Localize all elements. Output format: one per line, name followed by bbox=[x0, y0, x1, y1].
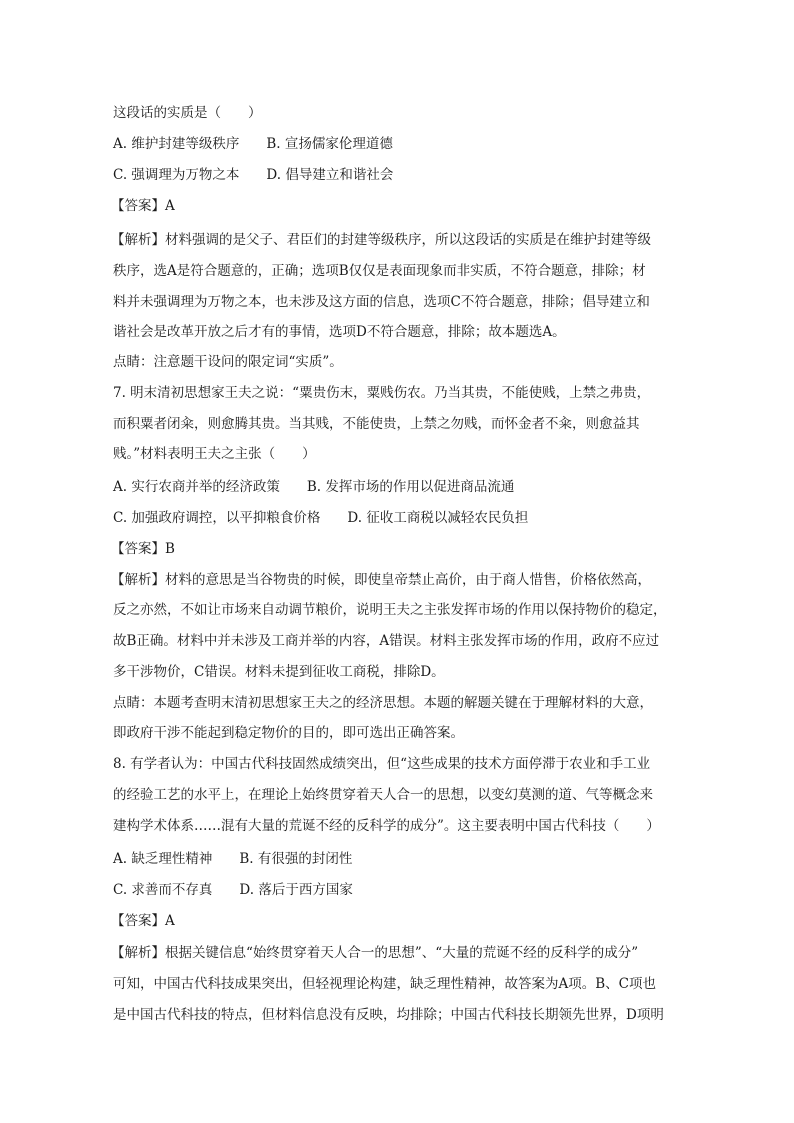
answer-label: 【答案】B bbox=[111, 541, 175, 557]
analysis-text: 【解析】材料强调的是父子、君臣们的封建等级秩序，所以这段话的实质是在维护封建等级 bbox=[111, 232, 651, 248]
options-cd: C. 求善而不存真 D. 落后于西方国家 bbox=[113, 882, 353, 898]
question-8-stem: 的经验工艺的水平上，在理论上始终贯穿着天人合一的思想，以变幻莫测的道、气等概念来 bbox=[113, 787, 653, 803]
analysis-text: 料并未强调理为万物之本，也未涉及这方面的信息，选项C不符合题意，排除；倡导建立和 bbox=[113, 294, 650, 310]
options-ab: A. 实行农商并举的经济政策 B. 发挥市场的作用以促进商品流通 bbox=[113, 479, 515, 495]
answer-label: 【答案】A bbox=[111, 913, 175, 929]
analysis-text: 故B正确。材料中并未涉及工商并举的内容，A错误。材料主张发挥市场的作用，政府不应过 bbox=[113, 633, 660, 649]
note-text: 点睛：本题考查明末清初思想家王夫之的经济思想。本题的解题关键在于理解材料的大意， bbox=[113, 695, 653, 711]
analysis-text: 【解析】根据关键信息“始终贯穿着天人合一的思想”、“大量的荒诞不经的反科学的成分” bbox=[111, 945, 639, 961]
note-text: 点睛：注意题干设问的限定词“实质”。 bbox=[113, 354, 343, 370]
analysis-text: 是中国古代科技的特点，但材料信息没有反映，均排除；中国古代科技长期领先世界，D项明 bbox=[113, 1007, 664, 1023]
question-8-stem: 8. 有学者认为：中国古代科技固然成绩突出，但“这些成果的技术方面停滞于农业和手工业 bbox=[113, 756, 651, 772]
options-ab: A. 维护封建等级秩序 B. 宣扬儒家伦理道德 bbox=[113, 136, 393, 152]
analysis-text: 谐社会是改革开放之后才有的事情，选项D不符合题意，排除；故本题选A。 bbox=[113, 324, 566, 340]
question-7-stem: 而积粟者闭籴，则愈腾其贵。当其贱，不能使贵，上禁之勿贱，而怀金者不籴，则愈益其 bbox=[113, 416, 640, 432]
options-cd: C. 强调理为万物之本 D. 倡导建立和谐社会 bbox=[113, 167, 394, 183]
analysis-text: 多干涉物价，C错误。材料未提到征收工商税，排除D。 bbox=[113, 664, 445, 680]
analysis-text: 反之亦然，不如让市场来自动调节粮价，说明王夫之主张发挥市场的作用以保持物价的稳定， bbox=[113, 602, 667, 618]
options-cd: C. 加强政府调控，以平抑粮食价格 D. 征收工商税以减轻农民负担 bbox=[113, 510, 529, 526]
answer-label: 【答案】A bbox=[111, 198, 175, 214]
options-ab: A. 缺乏理性精神 B. 有很强的封闭性 bbox=[113, 851, 353, 867]
analysis-text: 【解析】材料的意思是当谷物贵的时候，即使皇帝禁止高价，由于商人惜售，价格依然高， bbox=[111, 572, 651, 588]
question-7-stem: 7. 明末清初思想家王夫之说：“粟贵伤末，粟贱伤农。乃当其贵，不能使贱，上禁之弗贵， bbox=[113, 385, 651, 401]
note-text: 即政府干涉不能起到稳定物价的目的，即可选出正确答案。 bbox=[113, 725, 464, 741]
analysis-text: 秩序，选A是符合题意的，正确；选项B仅仅是表面现象而非实质，不符合题意，排除；材 bbox=[113, 263, 646, 279]
question-8-stem: 建构学术体系……混有大量的荒诞不经的反科学的成分”。这主要表明中国古代科技（ ） bbox=[113, 818, 660, 834]
analysis-text: 可知，中国古代科技成果突出，但轻视理论构建，缺乏理性精神，故答案为A项。B、C项也 bbox=[113, 976, 656, 992]
question-stem: 这段话的实质是（ ） bbox=[113, 105, 262, 121]
question-7-stem: 贱。”材料表明王夫之主张（ ） bbox=[113, 446, 316, 462]
